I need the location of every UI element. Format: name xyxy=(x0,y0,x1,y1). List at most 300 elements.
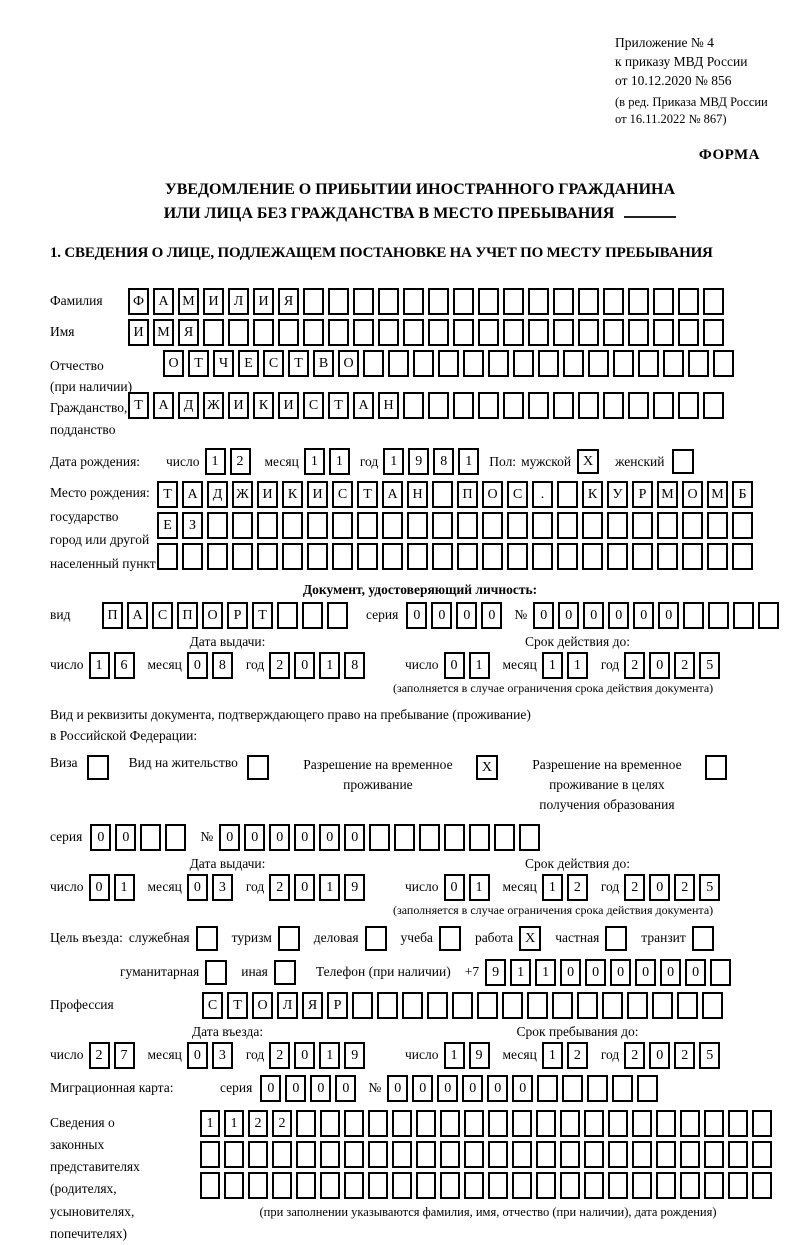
char-box[interactable] xyxy=(368,1110,388,1137)
char-box[interactable] xyxy=(584,1172,604,1199)
char-box[interactable] xyxy=(703,392,724,419)
char-box[interactable] xyxy=(444,824,465,851)
male-checkbox[interactable]: X xyxy=(577,449,599,474)
char-box[interactable] xyxy=(584,1110,604,1137)
char-box[interactable] xyxy=(200,1141,220,1168)
char-box[interactable] xyxy=(320,1110,340,1137)
char-box[interactable]: С xyxy=(507,481,528,508)
char-box[interactable] xyxy=(628,288,649,315)
char-box[interactable] xyxy=(182,543,203,570)
char-box[interactable]: 1 xyxy=(542,652,563,679)
char-box[interactable] xyxy=(232,543,253,570)
char-box[interactable]: 3 xyxy=(212,1042,233,1069)
char-box[interactable] xyxy=(368,1141,388,1168)
char-box[interactable] xyxy=(728,1141,748,1168)
char-box[interactable] xyxy=(503,392,524,419)
char-box[interactable] xyxy=(353,319,374,346)
char-box[interactable]: С xyxy=(202,992,223,1019)
char-box[interactable] xyxy=(703,319,724,346)
char-box[interactable]: 1 xyxy=(535,959,556,986)
temp-residence-edu-checkbox[interactable] xyxy=(705,755,727,780)
char-box[interactable] xyxy=(587,1075,608,1102)
char-box[interactable] xyxy=(503,319,524,346)
char-box[interactable] xyxy=(632,1110,652,1137)
char-box[interactable] xyxy=(438,350,459,377)
char-box[interactable] xyxy=(512,1172,532,1199)
char-box[interactable]: 0 xyxy=(558,602,579,629)
char-box[interactable]: С xyxy=(263,350,284,377)
char-box[interactable] xyxy=(677,992,698,1019)
char-box[interactable]: 0 xyxy=(319,824,340,851)
char-box[interactable] xyxy=(457,543,478,570)
char-box[interactable] xyxy=(752,1110,772,1137)
char-box[interactable] xyxy=(628,319,649,346)
char-box[interactable] xyxy=(257,543,278,570)
char-box[interactable] xyxy=(527,992,548,1019)
char-box[interactable] xyxy=(407,543,428,570)
char-box[interactable]: С xyxy=(332,481,353,508)
char-box[interactable]: 0 xyxy=(456,602,477,629)
char-box[interactable] xyxy=(656,1110,676,1137)
char-box[interactable] xyxy=(608,1110,628,1137)
char-box[interactable]: О xyxy=(202,602,223,629)
char-box[interactable]: И xyxy=(228,392,249,419)
char-box[interactable] xyxy=(377,992,398,1019)
char-box[interactable] xyxy=(464,1172,484,1199)
char-box[interactable] xyxy=(584,1141,604,1168)
char-box[interactable] xyxy=(327,602,348,629)
char-box[interactable] xyxy=(532,512,553,539)
char-box[interactable]: 1 xyxy=(542,874,563,901)
char-box[interactable]: 0 xyxy=(685,959,706,986)
char-box[interactable]: О xyxy=(338,350,359,377)
char-box[interactable] xyxy=(707,512,728,539)
char-box[interactable] xyxy=(502,992,523,1019)
char-box[interactable]: 1 xyxy=(89,652,110,679)
char-box[interactable] xyxy=(344,1110,364,1137)
char-box[interactable]: 2 xyxy=(674,1042,695,1069)
char-box[interactable] xyxy=(382,512,403,539)
char-box[interactable] xyxy=(557,543,578,570)
char-box[interactable] xyxy=(653,392,674,419)
char-box[interactable] xyxy=(563,350,584,377)
residence-permit-checkbox[interactable] xyxy=(247,755,269,780)
char-box[interactable]: М xyxy=(153,319,174,346)
char-box[interactable]: Я xyxy=(302,992,323,1019)
char-box[interactable]: Д xyxy=(178,392,199,419)
char-box[interactable]: 2 xyxy=(272,1110,292,1137)
char-box[interactable] xyxy=(653,319,674,346)
char-box[interactable] xyxy=(710,959,731,986)
char-box[interactable] xyxy=(403,392,424,419)
char-box[interactable] xyxy=(392,1172,412,1199)
char-box[interactable] xyxy=(368,1172,388,1199)
char-box[interactable] xyxy=(427,992,448,1019)
char-box[interactable]: Т xyxy=(188,350,209,377)
char-box[interactable]: И xyxy=(203,288,224,315)
char-box[interactable] xyxy=(140,824,161,851)
char-box[interactable]: 0 xyxy=(560,959,581,986)
char-box[interactable] xyxy=(536,1172,556,1199)
char-box[interactable] xyxy=(637,1075,658,1102)
char-box[interactable]: М xyxy=(707,481,728,508)
char-box[interactable]: 0 xyxy=(294,824,315,851)
char-box[interactable] xyxy=(165,824,186,851)
char-box[interactable] xyxy=(627,992,648,1019)
purpose-other-checkbox[interactable] xyxy=(274,960,296,985)
char-box[interactable] xyxy=(536,1110,556,1137)
purpose-study-checkbox[interactable] xyxy=(439,926,461,951)
char-box[interactable] xyxy=(656,1172,676,1199)
char-box[interactable]: Ж xyxy=(232,481,253,508)
char-box[interactable] xyxy=(328,288,349,315)
char-box[interactable] xyxy=(678,319,699,346)
char-box[interactable] xyxy=(528,319,549,346)
char-box[interactable]: П xyxy=(177,602,198,629)
char-box[interactable]: Т xyxy=(227,992,248,1019)
char-box[interactable] xyxy=(488,350,509,377)
char-box[interactable]: 2 xyxy=(567,874,588,901)
char-box[interactable] xyxy=(463,350,484,377)
char-box[interactable] xyxy=(378,319,399,346)
char-box[interactable]: 0 xyxy=(635,959,656,986)
char-box[interactable]: 0 xyxy=(660,959,681,986)
char-box[interactable] xyxy=(332,512,353,539)
char-box[interactable]: Р xyxy=(327,992,348,1019)
char-box[interactable]: К xyxy=(253,392,274,419)
char-box[interactable] xyxy=(232,512,253,539)
char-box[interactable]: 5 xyxy=(699,1042,720,1069)
char-box[interactable]: А xyxy=(127,602,148,629)
char-box[interactable] xyxy=(612,1075,633,1102)
char-box[interactable] xyxy=(704,1141,724,1168)
char-box[interactable] xyxy=(652,992,673,1019)
char-box[interactable]: И xyxy=(278,392,299,419)
char-box[interactable] xyxy=(392,1141,412,1168)
char-box[interactable] xyxy=(519,824,540,851)
char-box[interactable]: 9 xyxy=(408,448,429,475)
char-box[interactable]: 1 xyxy=(200,1110,220,1137)
char-box[interactable]: 9 xyxy=(485,959,506,986)
char-box[interactable]: Е xyxy=(238,350,259,377)
char-box[interactable] xyxy=(428,392,449,419)
char-box[interactable] xyxy=(607,543,628,570)
char-box[interactable] xyxy=(507,512,528,539)
char-box[interactable] xyxy=(296,1110,316,1137)
char-box[interactable] xyxy=(752,1141,772,1168)
char-box[interactable]: 0 xyxy=(462,1075,483,1102)
char-box[interactable] xyxy=(453,392,474,419)
char-box[interactable]: 0 xyxy=(269,824,290,851)
char-box[interactable] xyxy=(207,543,228,570)
char-box[interactable] xyxy=(328,319,349,346)
char-box[interactable] xyxy=(478,319,499,346)
char-box[interactable] xyxy=(464,1110,484,1137)
char-box[interactable] xyxy=(560,1141,580,1168)
char-box[interactable]: 0 xyxy=(487,1075,508,1102)
char-box[interactable]: П xyxy=(102,602,123,629)
char-box[interactable] xyxy=(394,824,415,851)
char-box[interactable]: 1 xyxy=(383,448,404,475)
char-box[interactable] xyxy=(702,992,723,1019)
char-box[interactable]: 0 xyxy=(649,1042,670,1069)
char-box[interactable] xyxy=(440,1141,460,1168)
char-box[interactable] xyxy=(296,1172,316,1199)
char-box[interactable] xyxy=(733,602,754,629)
char-box[interactable] xyxy=(277,602,298,629)
char-box[interactable]: 0 xyxy=(585,959,606,986)
char-box[interactable] xyxy=(464,1141,484,1168)
char-box[interactable] xyxy=(357,543,378,570)
char-box[interactable] xyxy=(392,1110,412,1137)
visa-checkbox[interactable] xyxy=(87,755,109,780)
char-box[interactable] xyxy=(708,602,729,629)
char-box[interactable]: 0 xyxy=(658,602,679,629)
char-box[interactable]: П xyxy=(457,481,478,508)
char-box[interactable]: 0 xyxy=(260,1075,281,1102)
char-box[interactable] xyxy=(228,319,249,346)
char-box[interactable] xyxy=(453,319,474,346)
char-box[interactable] xyxy=(532,543,553,570)
char-box[interactable] xyxy=(538,350,559,377)
char-box[interactable] xyxy=(382,543,403,570)
char-box[interactable] xyxy=(632,1172,652,1199)
char-box[interactable]: М xyxy=(178,288,199,315)
char-box[interactable]: Т xyxy=(252,602,273,629)
char-box[interactable]: 9 xyxy=(469,1042,490,1069)
char-box[interactable] xyxy=(296,1141,316,1168)
char-box[interactable] xyxy=(682,512,703,539)
char-box[interactable] xyxy=(528,288,549,315)
char-box[interactable]: 1 xyxy=(224,1110,244,1137)
char-box[interactable] xyxy=(678,392,699,419)
char-box[interactable]: 0 xyxy=(633,602,654,629)
char-box[interactable]: Л xyxy=(277,992,298,1019)
char-box[interactable]: 0 xyxy=(444,652,465,679)
char-box[interactable] xyxy=(688,350,709,377)
char-box[interactable]: Т xyxy=(157,481,178,508)
char-box[interactable] xyxy=(632,543,653,570)
char-box[interactable] xyxy=(369,824,390,851)
char-box[interactable]: 0 xyxy=(649,874,670,901)
char-box[interactable]: 8 xyxy=(212,652,233,679)
char-box[interactable] xyxy=(713,350,734,377)
char-box[interactable] xyxy=(428,319,449,346)
char-box[interactable] xyxy=(683,602,704,629)
char-box[interactable]: 0 xyxy=(187,1042,208,1069)
char-box[interactable]: 2 xyxy=(248,1110,268,1137)
char-box[interactable] xyxy=(562,1075,583,1102)
char-box[interactable]: 2 xyxy=(89,1042,110,1069)
char-box[interactable] xyxy=(503,288,524,315)
char-box[interactable] xyxy=(582,543,603,570)
char-box[interactable]: Н xyxy=(407,481,428,508)
char-box[interactable]: О xyxy=(163,350,184,377)
char-box[interactable] xyxy=(578,392,599,419)
char-box[interactable]: 0 xyxy=(344,824,365,851)
char-box[interactable] xyxy=(432,543,453,570)
char-box[interactable]: О xyxy=(482,481,503,508)
char-box[interactable]: 0 xyxy=(90,824,111,851)
char-box[interactable] xyxy=(478,392,499,419)
char-box[interactable] xyxy=(357,512,378,539)
char-box[interactable] xyxy=(536,1141,556,1168)
char-box[interactable]: 2 xyxy=(674,652,695,679)
char-box[interactable]: 2 xyxy=(269,652,290,679)
char-box[interactable]: 1 xyxy=(205,448,226,475)
char-box[interactable] xyxy=(482,543,503,570)
char-box[interactable]: О xyxy=(252,992,273,1019)
char-box[interactable]: С xyxy=(152,602,173,629)
char-box[interactable] xyxy=(732,512,753,539)
char-box[interactable]: 0 xyxy=(294,874,315,901)
char-box[interactable]: А xyxy=(182,481,203,508)
char-box[interactable] xyxy=(704,1172,724,1199)
char-box[interactable] xyxy=(488,1172,508,1199)
char-box[interactable]: Т xyxy=(357,481,378,508)
char-box[interactable] xyxy=(657,512,678,539)
char-box[interactable]: И xyxy=(257,481,278,508)
char-box[interactable] xyxy=(320,1172,340,1199)
char-box[interactable]: Ч xyxy=(213,350,234,377)
purpose-humanitarian-checkbox[interactable] xyxy=(205,960,227,985)
char-box[interactable] xyxy=(602,992,623,1019)
char-box[interactable] xyxy=(203,319,224,346)
char-box[interactable] xyxy=(303,288,324,315)
char-box[interactable] xyxy=(200,1172,220,1199)
char-box[interactable] xyxy=(344,1141,364,1168)
char-box[interactable]: 1 xyxy=(444,1042,465,1069)
char-box[interactable] xyxy=(557,512,578,539)
char-box[interactable]: У xyxy=(607,481,628,508)
char-box[interactable] xyxy=(432,481,453,508)
char-box[interactable]: А xyxy=(353,392,374,419)
char-box[interactable]: 0 xyxy=(244,824,265,851)
char-box[interactable] xyxy=(732,543,753,570)
char-box[interactable] xyxy=(553,319,574,346)
char-box[interactable] xyxy=(608,1172,628,1199)
char-box[interactable] xyxy=(416,1110,436,1137)
char-box[interactable] xyxy=(320,1141,340,1168)
char-box[interactable] xyxy=(607,512,628,539)
char-box[interactable] xyxy=(653,288,674,315)
char-box[interactable] xyxy=(307,512,328,539)
char-box[interactable] xyxy=(752,1172,772,1199)
char-box[interactable] xyxy=(560,1110,580,1137)
char-box[interactable]: 5 xyxy=(699,652,720,679)
char-box[interactable]: 1 xyxy=(469,652,490,679)
char-box[interactable]: 0 xyxy=(431,602,452,629)
char-box[interactable]: 0 xyxy=(437,1075,458,1102)
char-box[interactable]: 7 xyxy=(114,1042,135,1069)
char-box[interactable] xyxy=(278,319,299,346)
char-box[interactable] xyxy=(513,350,534,377)
char-box[interactable] xyxy=(353,288,374,315)
char-box[interactable] xyxy=(537,1075,558,1102)
char-box[interactable] xyxy=(678,288,699,315)
char-box[interactable]: 9 xyxy=(344,874,365,901)
char-box[interactable]: 2 xyxy=(624,1042,645,1069)
char-box[interactable] xyxy=(477,992,498,1019)
char-box[interactable] xyxy=(207,512,228,539)
char-box[interactable] xyxy=(307,543,328,570)
char-box[interactable] xyxy=(603,288,624,315)
char-box[interactable]: 0 xyxy=(649,652,670,679)
char-box[interactable]: 1 xyxy=(469,874,490,901)
char-box[interactable]: 0 xyxy=(219,824,240,851)
char-box[interactable] xyxy=(419,824,440,851)
char-box[interactable] xyxy=(557,481,578,508)
char-box[interactable] xyxy=(272,1172,292,1199)
char-box[interactable]: 1 xyxy=(329,448,350,475)
char-box[interactable]: 8 xyxy=(344,652,365,679)
char-box[interactable] xyxy=(632,512,653,539)
char-box[interactable] xyxy=(628,392,649,419)
char-box[interactable]: 2 xyxy=(624,652,645,679)
char-box[interactable]: А xyxy=(382,481,403,508)
char-box[interactable]: 0 xyxy=(187,874,208,901)
char-box[interactable] xyxy=(680,1172,700,1199)
char-box[interactable] xyxy=(457,512,478,539)
char-box[interactable]: 1 xyxy=(319,1042,340,1069)
char-box[interactable] xyxy=(488,1110,508,1137)
char-box[interactable] xyxy=(428,288,449,315)
char-box[interactable] xyxy=(603,319,624,346)
char-box[interactable]: Я xyxy=(178,319,199,346)
char-box[interactable] xyxy=(344,1172,364,1199)
purpose-private-checkbox[interactable] xyxy=(605,926,627,951)
char-box[interactable]: 2 xyxy=(230,448,251,475)
char-box[interactable]: 0 xyxy=(294,1042,315,1069)
char-box[interactable]: 0 xyxy=(285,1075,306,1102)
purpose-official-checkbox[interactable] xyxy=(196,926,218,951)
char-box[interactable] xyxy=(453,288,474,315)
char-box[interactable] xyxy=(363,350,384,377)
char-box[interactable]: 1 xyxy=(542,1042,563,1069)
char-box[interactable] xyxy=(332,543,353,570)
purpose-tourism-checkbox[interactable] xyxy=(278,926,300,951)
char-box[interactable] xyxy=(407,512,428,539)
char-box[interactable] xyxy=(638,350,659,377)
char-box[interactable]: 0 xyxy=(481,602,502,629)
char-box[interactable]: Р xyxy=(227,602,248,629)
char-box[interactable]: 1 xyxy=(114,874,135,901)
char-box[interactable]: 1 xyxy=(319,652,340,679)
char-box[interactable]: Т xyxy=(288,350,309,377)
char-box[interactable]: 1 xyxy=(567,652,588,679)
char-box[interactable] xyxy=(432,512,453,539)
char-box[interactable] xyxy=(388,350,409,377)
char-box[interactable] xyxy=(416,1141,436,1168)
char-box[interactable]: Ф xyxy=(128,288,149,315)
char-box[interactable]: 9 xyxy=(344,1042,365,1069)
char-box[interactable]: Р xyxy=(632,481,653,508)
char-box[interactable]: 0 xyxy=(610,959,631,986)
char-box[interactable]: Е xyxy=(157,512,178,539)
char-box[interactable] xyxy=(680,1141,700,1168)
char-box[interactable] xyxy=(656,1141,676,1168)
char-box[interactable] xyxy=(613,350,634,377)
char-box[interactable]: К xyxy=(582,481,603,508)
char-box[interactable] xyxy=(248,1172,268,1199)
char-box[interactable]: И xyxy=(253,288,274,315)
char-box[interactable]: 1 xyxy=(304,448,325,475)
char-box[interactable] xyxy=(682,543,703,570)
char-box[interactable]: И xyxy=(128,319,149,346)
char-box[interactable] xyxy=(224,1141,244,1168)
char-box[interactable] xyxy=(224,1172,244,1199)
char-box[interactable] xyxy=(494,824,515,851)
